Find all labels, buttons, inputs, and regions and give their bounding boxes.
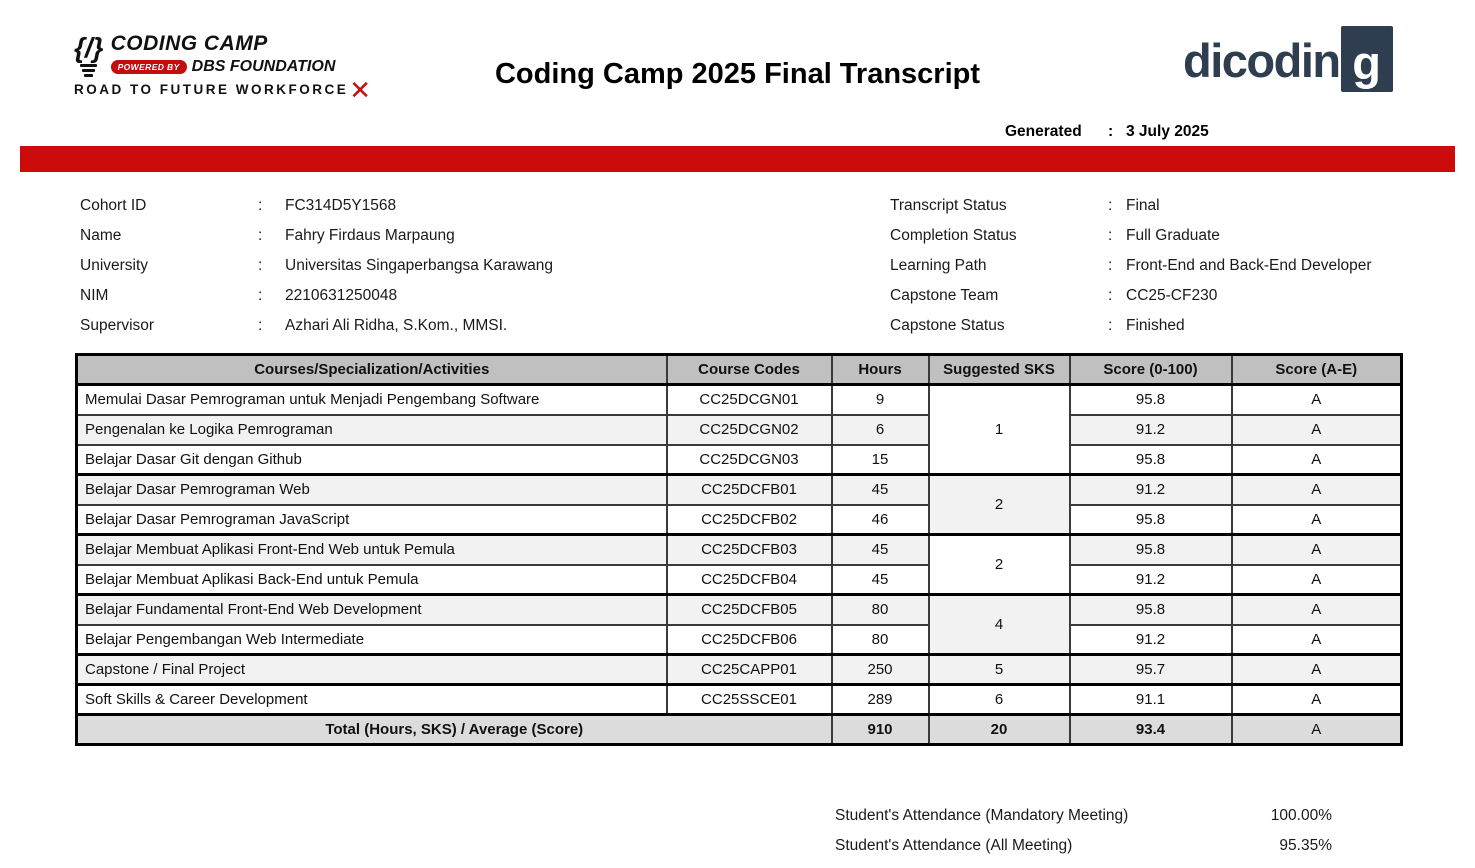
sks-group-cell: 1 <box>929 385 1070 475</box>
grade-cell: A <box>1232 535 1402 565</box>
field-value: Final <box>1126 197 1160 214</box>
hours-cell: 6 <box>832 415 929 445</box>
table-header-row <box>77 355 1402 385</box>
code-cell: CC25DCFB03 <box>667 535 832 565</box>
field-separator: : <box>1108 317 1113 334</box>
grade-cell: A <box>1232 475 1402 505</box>
code-cell: CC25DCFB01 <box>667 475 832 505</box>
field-separator: : <box>1108 287 1113 304</box>
table-row <box>77 655 1402 685</box>
score-cell: 95.8 <box>1070 385 1232 415</box>
dicoding-wordmark: dicodin <box>1183 34 1340 87</box>
table-row <box>77 685 1402 715</box>
code-cell: CC25DCFB02 <box>667 505 832 535</box>
code-cell: CC25CAPP01 <box>667 655 832 685</box>
score-cell: 95.8 <box>1070 445 1232 475</box>
attendance-value: 100.00% <box>1270 807 1332 824</box>
table-row <box>77 445 1402 475</box>
grade-cell: A <box>1232 505 1402 535</box>
field-label: Cohort ID <box>80 197 147 214</box>
field-label: Supervisor <box>80 317 155 334</box>
field-label: University <box>80 257 149 274</box>
table-row <box>77 625 1402 655</box>
hours-cell: 289 <box>832 685 929 715</box>
dicoding-logo <box>1183 26 1393 92</box>
col-header-hours: Hours <box>832 355 929 385</box>
field-value: CC25-CF230 <box>1126 287 1218 304</box>
code-cell: CC25DCGN02 <box>667 415 832 445</box>
score-cell: 91.2 <box>1070 415 1232 445</box>
field-label: Completion Status <box>890 227 1017 244</box>
score-cell: 91.2 <box>1070 475 1232 505</box>
code-cell: CC25DCFB05 <box>667 595 832 625</box>
field-value: Azhari Ali Ridha, S.Kom., MMSI. <box>285 317 508 334</box>
field-value: Finished <box>1126 317 1185 334</box>
field-supervisor <box>80 311 700 341</box>
red-divider-bar <box>20 146 1455 172</box>
hours-cell: 46 <box>832 505 929 535</box>
field-separator: : <box>258 227 263 244</box>
dicoding-g-block: g <box>1341 26 1393 92</box>
generated-separator: : <box>1108 123 1114 140</box>
attendance-label: Student's Attendance (Mandatory Meeting) <box>835 807 1129 824</box>
field-learning-path <box>890 251 1450 281</box>
sks-group-cell: 2 <box>929 535 1070 595</box>
field-cohort-id <box>80 191 700 221</box>
course-cell: Capstone / Final Project <box>77 655 667 685</box>
grade-cell: A <box>1232 595 1402 625</box>
table-row <box>77 565 1402 595</box>
field-nim <box>80 281 700 311</box>
table-row <box>77 595 1402 625</box>
score-cell: 95.7 <box>1070 655 1232 685</box>
field-separator: : <box>1108 227 1113 244</box>
transcript-table <box>75 353 1403 746</box>
table-row <box>77 505 1402 535</box>
course-cell: Belajar Dasar Git dengan Github <box>77 445 667 475</box>
field-capstone-team <box>890 281 1450 311</box>
braces-glyph: {/} <box>74 32 104 63</box>
score-cell: 95.8 <box>1070 535 1232 565</box>
attendance-label: Student's Attendance (All Meeting) <box>835 837 1073 854</box>
field-value: Front-End and Back-End Developer <box>1126 257 1372 274</box>
field-completion-status <box>890 221 1450 251</box>
powered-by-badge: POWERED BY <box>111 60 187 74</box>
hours-cell: 45 <box>832 565 929 595</box>
field-separator: : <box>1108 197 1113 214</box>
code-cell: CC25SSCE01 <box>667 685 832 715</box>
sks-group-cell: 6 <box>929 685 1070 715</box>
code-cell: CC25DCFB06 <box>667 625 832 655</box>
grade-cell: A <box>1232 565 1402 595</box>
course-cell: Belajar Membuat Aplikasi Front-End Web untuk Pemula <box>77 535 667 565</box>
student-info-left <box>80 191 700 341</box>
course-cell: Belajar Fundamental Front-End Web Development <box>77 595 667 625</box>
code-cell: CC25DCGN01 <box>667 385 832 415</box>
field-separator: : <box>258 257 263 274</box>
table-row <box>77 415 1402 445</box>
attendance-section <box>835 801 1332 861</box>
field-label: Capstone Status <box>890 317 1005 334</box>
course-cell: Belajar Dasar Pemrograman Web <box>77 475 667 505</box>
code-cell: CC25DCFB04 <box>667 565 832 595</box>
grade-cell: A <box>1232 415 1402 445</box>
coding-camp-name: CODING CAMP <box>110 32 268 55</box>
field-label: NIM <box>80 287 109 304</box>
total-hours-cell: 910 <box>832 715 929 745</box>
sks-group-cell: 5 <box>929 655 1070 685</box>
field-university <box>80 251 700 281</box>
dbs-foundation-label: DBS FOUNDATION <box>191 58 336 75</box>
course-cell: Belajar Pengembangan Web Intermediate <box>77 625 667 655</box>
page-title: Coding Camp 2025 Final Transcript <box>494 58 981 90</box>
course-cell: Belajar Dasar Pemrograman JavaScript <box>77 505 667 535</box>
field-label: Learning Path <box>890 257 987 274</box>
table-row <box>77 385 1402 415</box>
col-header-suggested-sks: Suggested SKS <box>929 355 1070 385</box>
course-cell: Soft Skills & Career Development <box>77 685 667 715</box>
table-row <box>77 535 1402 565</box>
grade-cell: A <box>1232 685 1402 715</box>
generated-label: Generated <box>1005 123 1082 140</box>
hours-cell: 80 <box>832 595 929 625</box>
course-cell: Belajar Membuat Aplikasi Back-End untuk Pemula <box>77 565 667 595</box>
field-label: Name <box>80 227 122 244</box>
hours-cell: 45 <box>832 475 929 505</box>
sks-group-cell: 2 <box>929 475 1070 535</box>
table-row <box>77 475 1402 505</box>
attendance-mandatory-row <box>835 801 1332 831</box>
score-cell: 95.8 <box>1070 595 1232 625</box>
table-total-row <box>77 715 1402 745</box>
hours-cell: 15 <box>832 445 929 475</box>
total-label-cell: Total (Hours, SKS) / Average (Score) <box>77 715 832 745</box>
attendance-all-row <box>835 831 1332 861</box>
field-capstone-status <box>890 311 1450 341</box>
course-cell: Pengenalan ke Logika Pemrograman <box>77 415 667 445</box>
grade-cell: A <box>1232 655 1402 685</box>
generated-date: 3 July 2025 <box>1126 123 1209 140</box>
field-separator: : <box>258 287 263 304</box>
col-header-score-numeric: Score (0-100) <box>1070 355 1232 385</box>
score-cell: 91.2 <box>1070 625 1232 655</box>
field-label: Capstone Team <box>890 287 999 304</box>
field-separator: : <box>258 317 263 334</box>
sks-group-cell: 4 <box>929 595 1070 655</box>
col-header-course-codes: Course Codes <box>667 355 832 385</box>
student-info-right <box>890 191 1450 341</box>
hours-cell: 45 <box>832 535 929 565</box>
code-cell: CC25DCGN03 <box>667 445 832 475</box>
col-header-courses: Courses/Specialization/Activities <box>77 355 667 385</box>
score-cell: 91.1 <box>1070 685 1232 715</box>
grade-cell: A <box>1232 445 1402 475</box>
attendance-value: 95.35% <box>1279 837 1332 854</box>
field-transcript-status <box>890 191 1450 221</box>
total-grade-cell: A <box>1232 715 1402 745</box>
score-cell: 91.2 <box>1070 565 1232 595</box>
course-cell: Memulai Dasar Pemrograman untuk Menjadi Pengembang Software <box>77 385 667 415</box>
grade-cell: A <box>1232 625 1402 655</box>
total-sks-cell: 20 <box>929 715 1070 745</box>
field-label: Transcript Status <box>890 197 1007 214</box>
red-x-icon: ✕ <box>349 74 372 105</box>
grade-cell: A <box>1232 385 1402 415</box>
hours-cell: 80 <box>832 625 929 655</box>
col-header-score-letter: Score (A-E) <box>1232 355 1402 385</box>
total-score-cell: 93.4 <box>1070 715 1232 745</box>
tagline-text: ROAD TO FUTURE WORKFORCE <box>74 82 349 97</box>
field-separator: : <box>1108 257 1113 274</box>
field-value: 2210631250048 <box>285 287 398 304</box>
field-value: FC314D5Y1568 <box>285 197 397 214</box>
hours-cell: 9 <box>832 385 929 415</box>
field-value: Universitas Singaperbangsa Karawang <box>285 257 553 274</box>
field-value: Full Graduate <box>1126 227 1220 244</box>
hours-cell: 250 <box>832 655 929 685</box>
field-value: Fahry Firdaus Marpaung <box>285 227 455 244</box>
generated-line <box>1005 123 1209 141</box>
field-separator: : <box>258 197 263 214</box>
score-cell: 95.8 <box>1070 505 1232 535</box>
field-name <box>80 221 700 251</box>
